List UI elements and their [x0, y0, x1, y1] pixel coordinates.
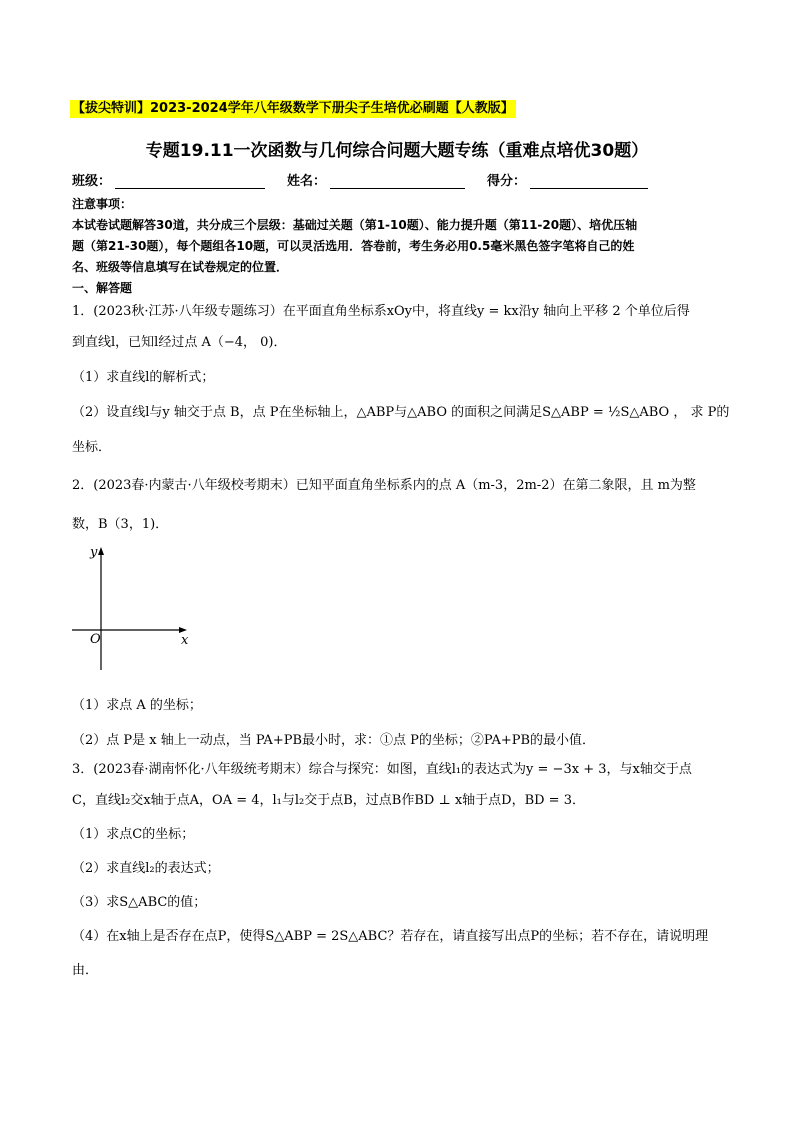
q2-line-1: 2．(2023春·内蒙古·八年级校考期末）已知平面直角坐标系内的点 A（m-3，2m-2）在第二象限，且 m为整 [72, 478, 696, 493]
q3-part-4: （4）在x轴上是否存在点P，使得S△ABP = 2S△ABC？若存在，请直接写出点P的坐标；若不存在，请说明理 [72, 929, 709, 944]
q3-part-1: （1）求点C的坐标； [72, 827, 195, 842]
y-axis-label: y [90, 545, 98, 560]
student-info-fields [72, 170, 670, 189]
origin-label: O [90, 632, 101, 647]
name-blank[interactable] [330, 174, 465, 189]
question-2 [72, 476, 732, 535]
question-2-parts [72, 696, 732, 751]
notice-line-1: 本试卷试题解答30道，共分成三个层级：基础过关题（第1-10题）、能力提升题（第11-20题）、培优压轴 [72, 218, 638, 232]
notice-heading: 注意事项： [72, 197, 133, 211]
score-field[interactable] [487, 170, 648, 189]
coordinate-axes-figure [70, 544, 200, 674]
q1-part-1: （1）求直线l的解析式； [72, 370, 215, 385]
q3-part-4-cont: 由． [72, 963, 99, 978]
q2-part-2: （2）点 P是 x 轴上一动点，当 PA+PB最小时，求：①点 P的坐标；②PA+PB的最小值． [72, 733, 596, 748]
series-banner: 【拔尖特训】2023-2024学年八年级数学下册尖子生培优必刷题【人教版】 [72, 101, 514, 116]
name-label: 姓名： [287, 174, 327, 189]
section-heading: 一、解答题 [72, 281, 133, 295]
class-field[interactable] [72, 170, 265, 189]
q3-part-3: （3）求S△ABC的值； [72, 895, 207, 910]
q1-part-2-cont: 坐标． [72, 440, 112, 455]
question-3 [72, 760, 732, 981]
name-field[interactable] [287, 170, 465, 189]
q1-line-1: 1．(2023秋·江苏·八年级专题练习）在平面直角坐标系xOy中，将直线y = kx沿y 轴向上平移 2 个单位后得 [72, 304, 690, 319]
page-title: 专题19.11一次函数与几何综合问题大题专练（重难点培优30题） [145, 141, 649, 161]
q2-part-1: （1）求点 A 的坐标； [72, 698, 202, 713]
score-blank[interactable] [530, 174, 648, 189]
class-blank[interactable] [115, 174, 265, 189]
x-axis-label: x [181, 633, 189, 648]
notice-line-3: 名、班级等信息填写在试卷规定的位置． [72, 260, 289, 274]
q3-line-2: C，直线l₂交x轴于点A，OA = 4，l₁与l₂交于点B，过点B作BD ⊥ x轴于点D，BD = 3． [72, 793, 585, 808]
question-1 [72, 302, 732, 458]
q1-line-2: 到直线l，已知l经过点 A（−4， 0)． [72, 335, 287, 350]
q3-line-1: 3．(2023春·湖南怀化·八年级统考期末）综合与探究：如图，直线l₁的表达式为y = −3x + 3，与x轴交于点 [72, 762, 692, 777]
class-label: 班级： [72, 174, 112, 189]
q1-part-2: （2）设直线l与y 轴交于点 B，点 P在坐标轴上，△ABP与△ABO 的面积之间满足S△ABP = ½S△ABO ， 求 P的 [72, 405, 730, 420]
y-axis-arrow [98, 547, 104, 555]
notice-block [72, 194, 724, 299]
q2-line-2: 数，B（3，1)． [72, 517, 169, 532]
score-label: 得分： [487, 174, 527, 189]
notice-line-2: 题（第21-30题），每个题组各10题，可以灵活选用．答卷前，考生务必用0.5毫米黑色签字笔将自己的姓 [72, 239, 635, 253]
q3-part-2: （2）求直线l₂的表达式； [72, 861, 220, 876]
